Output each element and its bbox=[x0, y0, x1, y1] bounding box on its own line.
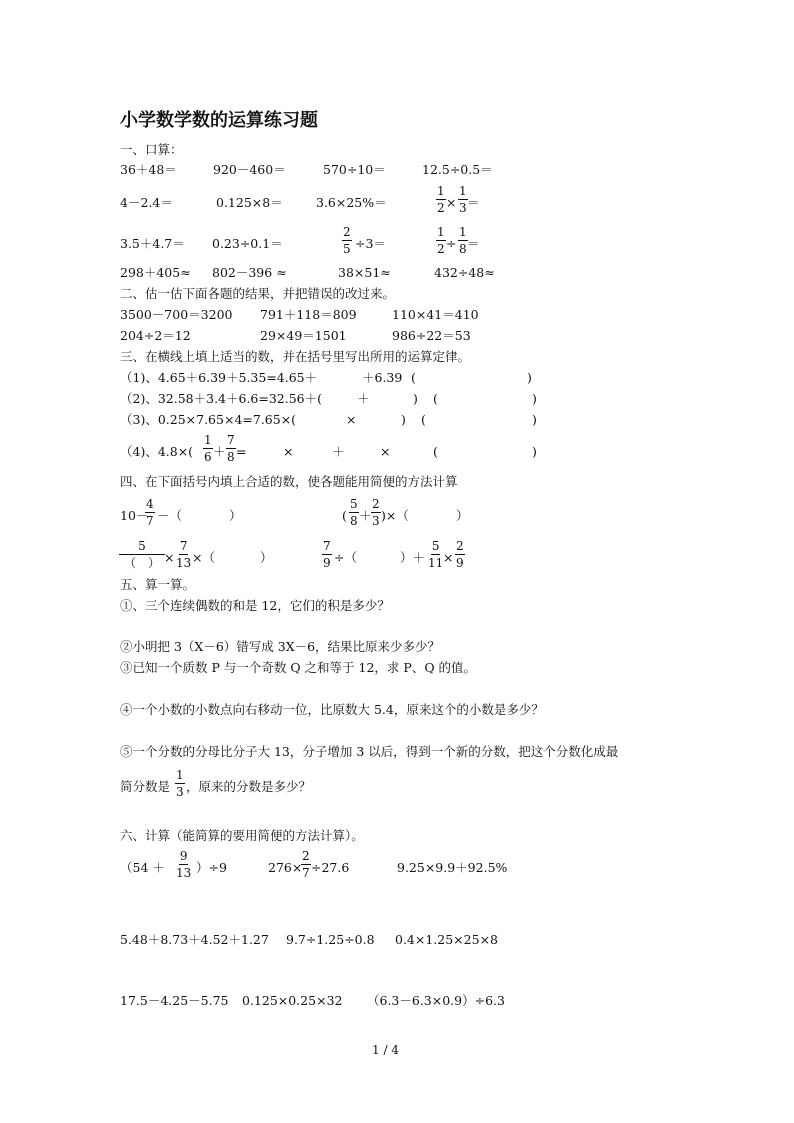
word-problem: ①、三个连续偶数的和是 12，它们的积是多少？ bbox=[120, 598, 390, 613]
calc-item: （6.3－6.3×0.9）÷6.3 bbox=[367, 993, 505, 1008]
bracket: ) bbox=[532, 412, 537, 427]
law-item: （4)、4.8×( bbox=[120, 444, 194, 459]
fraction: 5 （ ） bbox=[120, 540, 164, 569]
simplify-item: ）＋ bbox=[400, 550, 426, 565]
section-3-heading: 三、在横线上填上适当的数，并在括号里写出所用的运算定律。 bbox=[120, 349, 471, 364]
law-item: ＋6.39 bbox=[362, 370, 403, 385]
estimate-item: 204÷2＝12 bbox=[120, 328, 191, 343]
simplify-item: ×（ bbox=[192, 550, 215, 565]
operator: ÷ bbox=[446, 236, 457, 251]
operator: ＝ bbox=[467, 236, 480, 251]
fraction: $\frac{7}{8}$ bbox=[227, 433, 235, 464]
page-title: 小学数学数的运算练习题 bbox=[120, 110, 318, 131]
fraction: $\frac{1}{3}$ bbox=[459, 184, 467, 215]
operator: ＋ bbox=[332, 444, 345, 459]
fraction: $\frac{7}{13}$ bbox=[176, 539, 192, 570]
fraction: $\frac{9}{13}$ bbox=[176, 849, 192, 880]
law-item: （1)、4.65＋6.39＋5.35=4.65＋ bbox=[120, 370, 318, 385]
fraction: $\frac{2}{5}$ bbox=[343, 225, 351, 256]
oral-item: 36＋48＝ bbox=[120, 162, 177, 177]
oral-item: 4－2.4＝ bbox=[120, 195, 173, 210]
operator: ＋ bbox=[213, 444, 226, 459]
section-1-heading: 一、口算： bbox=[120, 142, 183, 157]
word-problem: ④一个小数的小数点向右移动一位，比原数大 5.4，原来这个的小数是多少？ bbox=[120, 702, 544, 717]
word-problem: 简分数是 bbox=[120, 779, 171, 794]
fraction: $\frac{5}{11}$ bbox=[428, 539, 444, 570]
oral-item: 920－460＝ bbox=[213, 162, 286, 177]
operator: × bbox=[446, 195, 457, 210]
estimate-item: 29×49＝1501 bbox=[260, 328, 347, 343]
oral-item: 0.125×8＝ bbox=[216, 195, 283, 210]
fraction: $\frac{2}{9}$ bbox=[456, 539, 464, 570]
law-item: （3)、0.25×7.65×4=7.65×( bbox=[120, 412, 297, 427]
word-problem: ，原来的分数是多少？ bbox=[186, 779, 312, 794]
calc-item: （54 ＋ bbox=[120, 860, 165, 875]
operator: × bbox=[164, 550, 175, 565]
oral-item: 0.23÷0.1＝ bbox=[212, 236, 283, 251]
bracket: ) bbox=[527, 370, 532, 385]
oral-item: 802－396 ≈ bbox=[212, 265, 287, 280]
bracket: ） bbox=[456, 508, 469, 523]
operator: × bbox=[380, 444, 391, 459]
simplify-item: －（ bbox=[157, 508, 183, 523]
estimate-item: 791＋118＝809 bbox=[260, 307, 357, 322]
simplify-item: ÷（ bbox=[334, 550, 357, 565]
oral-item: 298＋405≈ bbox=[120, 265, 191, 280]
calc-item: 276× bbox=[268, 860, 303, 875]
fraction: $\frac{7}{9}$ bbox=[323, 539, 331, 570]
oral-item: 38×51≈ bbox=[338, 265, 391, 280]
bracket: ( bbox=[433, 391, 438, 406]
oral-item: 432÷48≈ bbox=[434, 265, 495, 280]
bracket: ） bbox=[229, 508, 242, 523]
estimate-item: 110×41＝410 bbox=[392, 307, 479, 322]
fraction: $\frac{1}{2}$ bbox=[437, 184, 445, 215]
bracket: ( bbox=[411, 370, 416, 385]
fraction: $\frac{1}{8}$ bbox=[459, 225, 467, 256]
estimate-item: 3500－700＝3200 bbox=[120, 307, 233, 322]
section-6-heading: 六、计算（能简算的要用简便的方法计算）。 bbox=[120, 828, 364, 843]
word-problem: ③已知一个质数 P 与一个奇数 Q 之和等于 12，求 P、Q 的值。 bbox=[120, 660, 477, 675]
word-problem: ⑤一个分数的分母比分子大 13，分子增加 3 以后，得到一个新的分数，把这个分数化成最 bbox=[120, 744, 619, 759]
word-problem: ②小明把 3（X－6）错写成 3X－6，结果比原来少多少？ bbox=[120, 639, 441, 654]
fraction: $\frac{5}{8}$ bbox=[350, 497, 358, 528]
calc-item: ÷27.6 bbox=[311, 860, 350, 875]
estimate-item: 986÷22＝53 bbox=[392, 328, 471, 343]
page-number: 1 / 4 bbox=[372, 1043, 399, 1057]
law-item: （2)、32.58＋3.4＋6.6=32.56＋( bbox=[120, 391, 323, 406]
calc-item: ）÷9 bbox=[196, 860, 227, 875]
operator: × bbox=[443, 550, 454, 565]
operator: ＝ bbox=[467, 195, 480, 210]
simplify-item: 10－ bbox=[120, 508, 149, 523]
simplify-item: )×（ bbox=[381, 508, 409, 523]
calc-item: 9.25×9.9＋92.5% bbox=[397, 860, 508, 875]
law-item: ＋ bbox=[357, 391, 370, 406]
calc-item: 0.4×1.25×25×8 bbox=[395, 932, 498, 947]
oral-item: 3.6×25%＝ bbox=[316, 195, 387, 210]
section-4-heading: 四、在下面括号内填上合适的数，使各题能用简便的方法计算 bbox=[120, 474, 458, 489]
oral-item: ÷3＝ bbox=[355, 236, 386, 251]
bracket: ( bbox=[342, 508, 347, 523]
section-2-heading: 二、估一估下面各题的结果，并把错误的改过来。 bbox=[120, 286, 396, 301]
bracket: ) bbox=[532, 444, 537, 459]
operator: ＋ bbox=[359, 508, 372, 523]
bracket: ( bbox=[421, 412, 426, 427]
fraction: $\frac{2}{3}$ bbox=[372, 497, 380, 528]
bracket: ） bbox=[260, 550, 273, 565]
operator: × bbox=[283, 444, 294, 459]
law-item: × bbox=[346, 412, 357, 427]
fraction: $\frac{1}{2}$ bbox=[437, 225, 445, 256]
calc-item: 0.125×0.25×32 bbox=[242, 993, 343, 1008]
fraction: $\frac{2}{7}$ bbox=[302, 849, 310, 880]
section-5-heading: 五、算一算。 bbox=[120, 577, 196, 592]
oral-item: 12.5÷0.5＝ bbox=[422, 162, 493, 177]
bracket: ) bbox=[532, 391, 537, 406]
fraction: $\frac{1}{3}$ bbox=[176, 768, 184, 799]
fraction: $\frac{1}{6}$ bbox=[204, 433, 212, 464]
oral-item: 570÷10＝ bbox=[323, 162, 386, 177]
calc-item: 5.48＋8.73＋4.52＋1.27 bbox=[120, 932, 269, 947]
bracket: ) bbox=[413, 391, 418, 406]
oral-item: 3.5＋4.7＝ bbox=[120, 236, 185, 251]
calc-item: 9.7÷1.25÷0.8 bbox=[286, 932, 375, 947]
bracket: ( bbox=[433, 444, 438, 459]
operator: = bbox=[236, 444, 247, 459]
bracket: ) bbox=[401, 412, 406, 427]
calc-item: 17.5－4.25－5.75 bbox=[120, 993, 229, 1008]
fraction: $\frac{4}{7}$ bbox=[146, 497, 154, 528]
